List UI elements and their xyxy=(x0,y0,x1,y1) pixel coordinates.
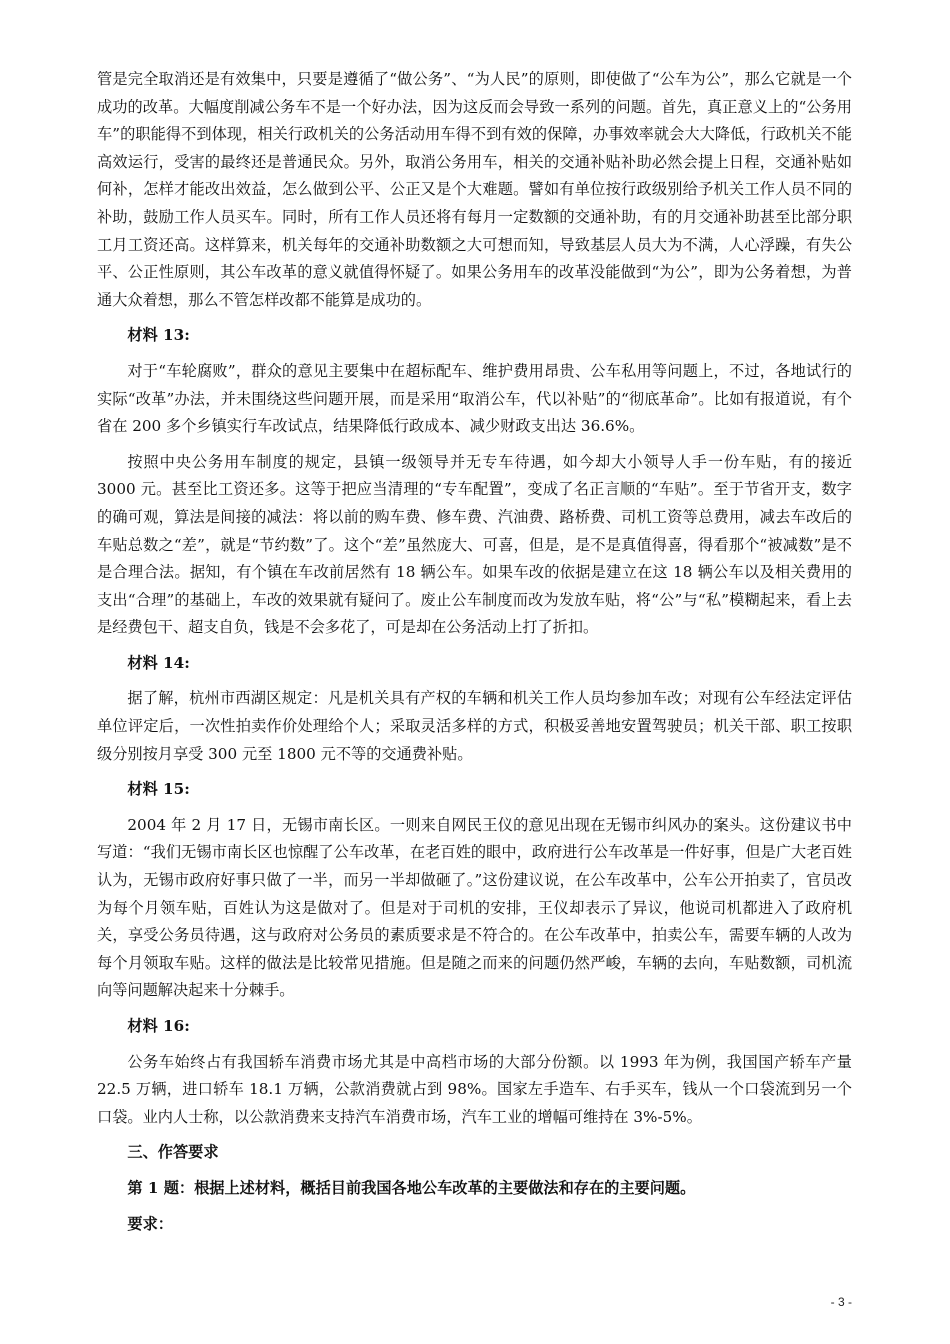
heading-material-14: 材料 14: xyxy=(127,653,190,672)
paragraph-material-13a: 对于“车轮腐败”，群众的意见主要集中在超标配车、维护费用昂贵、公车私用等问题上，不过，各地试行的实际“改革”办法，并未围绕这些问题开展，而是采用“取消公车，代以补贴”的“彻底革命”。比如有报道说，有个省在 200 多个乡镇实行车改试点，结果降低行政成本、减少财政支出达 36.6%。 xyxy=(97,361,852,436)
paragraph-material-16: 公务车始终占有我国轿车消费市场尤其是中高档市场的大部分份额。以 1993 年为例，我国国产轿车产量 22.5 万辆，进口轿车 18.1 万辆，公款消费就占到 98%。国家左手造车、右手买车，钱从一个口袋流到另一个口袋。业内人士称，以公款消费来支持汽车消费市场，汽车工业的增幅可维持在 3%-5%。 xyxy=(97,1052,852,1126)
paragraph-material-15: 2004 年 2 月 17 日，无锡市南长区。一则来自网民王仪的意见出现在无锡市纠风办的案头。这份建议书中写道：“我们无锡市南长区也惊醒了公车改革，在老百姓的眼中，政府进行公车改革是一件好事，但是广大老百姓认为，无锡市政府好事只做了一半，而另一半却做砸了。”这份建议说，在公车改革中，公车公开拍卖了，官员改为每个月领车贴，百姓认为这是做对了。但是对于司机的安排，王仪却表示了异议，他说司机都进入了政府机关，享受公务员待遇，这与政府对公务员的素质要求是不符合的。在公车改革中，拍卖公车，需要车辆的人改为每个月领取车贴。这样的做法是比较常见措施。但是随之而来的问题仍然严峻，车辆的去向，车贴数额，司机流向等问题解决起来十分棘手。 xyxy=(97,815,852,1000)
paragraph-material-14: 据了解，杭州市西湖区规定：凡是机关具有产权的车辆和机关工作人员均参加车改；对现有公车经法定评估单位评定后，一次性拍卖作价处理给个人；采取灵活多样的方式，积极妥善地安置驾驶员；机关干部、职工按职级分别按月享受 300 元至 1800 元不等的交通费补贴。 xyxy=(97,689,852,763)
heading-material-16: 材料 16: xyxy=(127,1017,190,1035)
heading-material-13: 材料 13: xyxy=(127,326,190,345)
requirements-label: 要求： xyxy=(127,1214,173,1233)
paragraph-material-13b: 按照中央公务用车制度的规定，县镇一级领导并无专车待遇，如今却大小领导人手一份车贴，有的接近 3000 元。甚至比工资还多。这等于把应当清理的“专车配置”，变成了名正言顺的“车贴”。至于节省开支，数字的确可观，算法是间接的减法：将以前的购车费、修车费、汽油费、路桥费、司机工资等总费用，减去车改后的车贴总数之“差”，就是“节约数”了。这个“差”虽然庞大、可喜，但是，是不是真值得喜，得看那个“被减数”是不是合理合法。据知，有个镇在车改前居然有 18 辆公车。如果车改的依据是建立在这 18 辆公车以及相关费用的支出“合理”的基础上，车改的效果就有疑问了。废止公车制度而改为发放车贴，将“公”与“私”模糊起来，看上去是经费包干、超支自负，钱是不会多花了，可是却在公务活动上打了折扣。 xyxy=(97,452,852,637)
document-page xyxy=(97,66,852,1246)
question-1: 第 1 题：根据上述材料，概括目前我国各地公车改革的主要做法和存在的主要问题。 xyxy=(127,1178,696,1197)
page-number: - 3 - xyxy=(830,1295,852,1309)
heading-material-15: 材料 15: xyxy=(127,780,190,799)
heading-requirements: 三、作答要求 xyxy=(127,1143,219,1162)
paragraph-continued: 管是完全取消还是有效集中，只要是遵循了“做公务”、“为人民”的原则，即使做了“公车为公”，那么它就是一个成功的改革。大幅度削减公务车不是一个好办法，因为这反而会导致一系列的问题。首先，真正意义上的“公务用车”的职能得不到体现，相关行政机关的公务活动用车得不到有效的保障，办事效率就会大大降低，行政机关不能高效运行，受害的最终还是普通民众。另外，取消公务用车，相关的交通补贴补助必然会提上日程，交通补贴如何补，怎样才能改出效益，怎么做到公平、公正又是个大难题。譬如有单位按行政级别给予机关工作人员不同的补助，鼓励工作人员买车。同时，所有工作人员还将有每月一定数额的交通补助，有的月交通补助甚至比部分职工月工资还高。这样算来，机关每年的交通补助数额之大可想而知，导致基层人员大为不满，人心浮躁，有失公平、公正性原则，其公车改革的意义就值得怀疑了。如果公务用车的改革没能做到“为公”，即为公务着想，为普通大众着想，那么不管怎样改都不能算是成功的。 xyxy=(97,70,852,309)
